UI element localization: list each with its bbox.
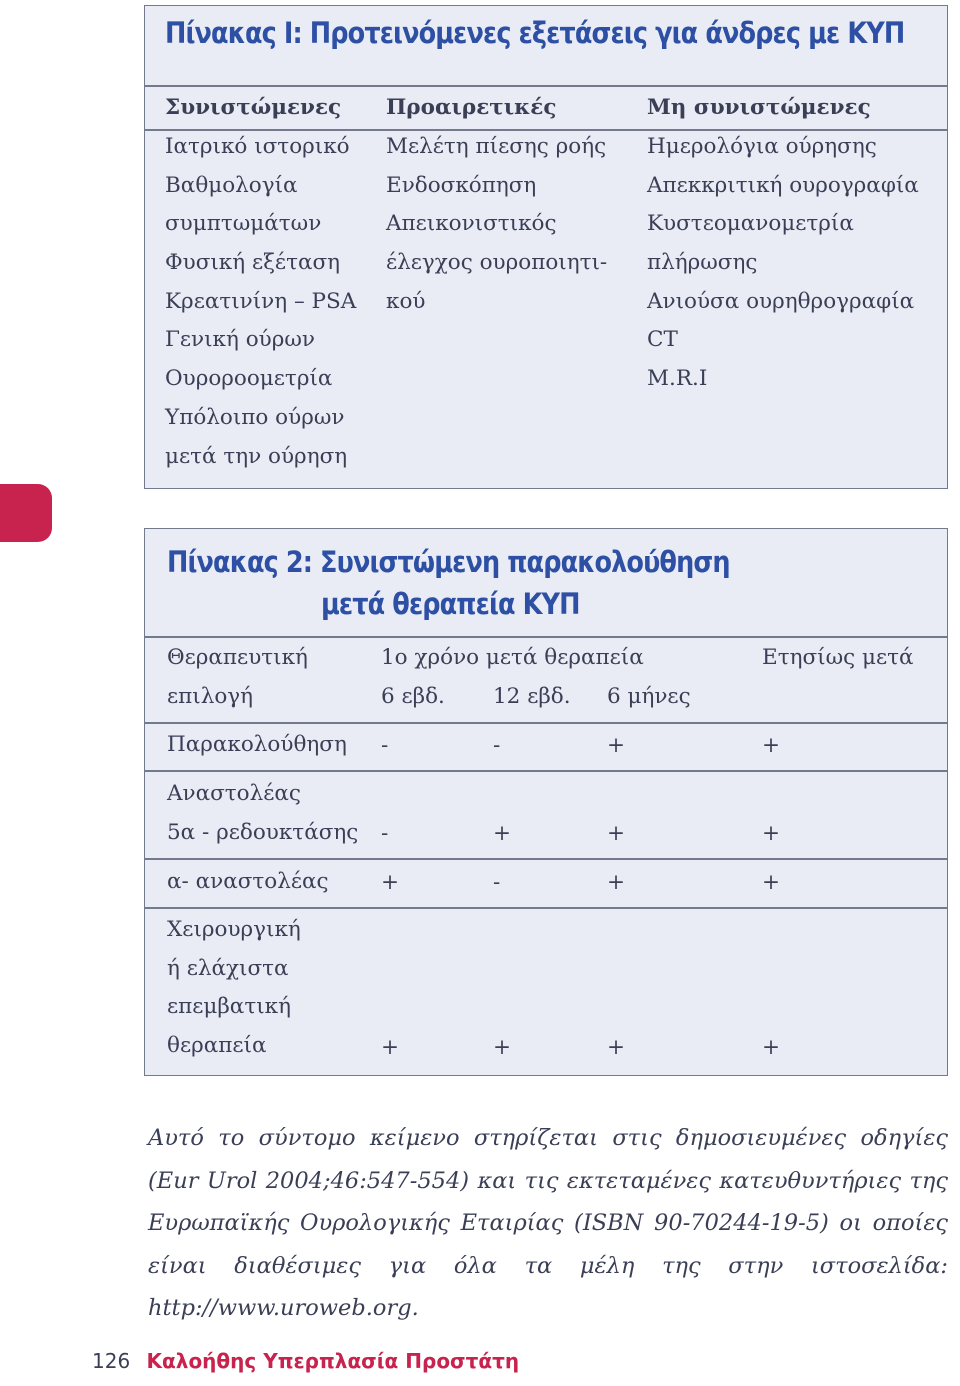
table1-box <box>144 5 948 489</box>
running-title: Καλοήθης Υπερπλασία Προστάτη <box>146 1349 520 1373</box>
row-divider <box>145 858 947 860</box>
source-note: Αυτό το σύντομο κείμενο στηρίζεται στις δημοσιευμένες οδηγίες (Eur Urol 2004;46:547-554) και τις εκτεταμένες κατευθυντήριες της Ευρωπαϊκής Ουρολογικής Εταιρίας (ISBN 90-70244-19-5) οι οποίες είναι διαθέσιμες για όλα τα μέλη της στην ιστοσελίδα: http://www.uroweb.org. <box>148 1125 948 1321</box>
table1-recommended-list <box>165 128 356 476</box>
list-item: Ανιούσα ουρηθρογραφία <box>647 288 915 314</box>
row-label-line: επεμβατική <box>167 994 291 1020</box>
table2-title-line1: Πίνακας 2: Συνιστώμενη παρακολούθηση <box>167 545 730 579</box>
table2-header-6m: 6 μήνες <box>607 684 691 709</box>
row-divider <box>145 722 947 724</box>
list-item: Ουροροομετρία <box>165 366 333 392</box>
table2-divider <box>145 636 947 638</box>
row-label-line: 5α - ρεδουκτάσης <box>167 819 359 845</box>
table1-title: Πίνακας Ι: Προτεινόμενες εξετάσεις για άνδρες με ΚΥΠ <box>165 16 905 50</box>
list-item: έλεγχος ουροποιητι- <box>386 250 608 276</box>
table-row-label: α- αναστολέας <box>167 869 329 894</box>
page-number: 126 <box>92 1349 131 1373</box>
list-item: Κρεατινίνη – PSA <box>165 288 357 314</box>
table-row-label <box>167 911 301 1066</box>
table1-optional-list <box>386 128 607 321</box>
row-label-line: θεραπεία <box>167 1033 267 1059</box>
list-item: Ενδοσκόπηση <box>386 172 537 198</box>
table-row-mark: + <box>381 870 400 895</box>
table2-header-annual: Ετησίως μετά <box>762 645 914 670</box>
table-row-mark: + <box>762 870 781 895</box>
list-item: συμπτωμάτων <box>165 211 322 237</box>
table-row-mark: + <box>607 821 626 846</box>
table2-header-option <box>167 639 308 716</box>
list-item: Ιατρικό ιστορικό <box>165 134 350 159</box>
table2-header-first-year: 1ο χρόνο μετά θεραπεία <box>381 645 644 670</box>
list-item: Φυσική εξέταση <box>165 250 341 276</box>
header-option-line: επιλογή <box>167 683 253 709</box>
table-row-mark: + <box>381 1035 400 1060</box>
list-item: Υπόλοιπο ούρων <box>165 404 345 430</box>
table-row-mark: + <box>493 821 512 846</box>
header-option-line: Θεραπευτική <box>167 645 308 670</box>
table1-header-not-recommended: Μη συνιστώμενες <box>647 95 871 120</box>
list-item: μετά την ούρηση <box>165 443 348 469</box>
table-row-mark: - <box>381 733 389 758</box>
table2-title-line2: μετά θεραπεία ΚΥΠ <box>321 587 580 621</box>
list-item: Κυστεομανομετρία <box>647 211 854 237</box>
list-item: Μελέτη πίεσης ροής <box>386 134 607 159</box>
row-divider <box>145 907 947 909</box>
list-item: Βαθμολογία <box>165 172 298 198</box>
table-row-label: Παρακολούθηση <box>167 732 347 757</box>
row-label-line: ή ελάχιστα <box>167 955 289 981</box>
row-label-line: Χειρουργική <box>167 917 301 942</box>
table-row-mark: + <box>762 1035 781 1060</box>
list-item: Ημερολόγια ούρησης <box>647 134 877 159</box>
table-row-mark: + <box>607 733 626 758</box>
table-row-mark: + <box>762 733 781 758</box>
table1-divider <box>145 85 947 87</box>
list-item: κού <box>386 288 426 314</box>
table-row-mark: + <box>607 870 626 895</box>
list-item: M.R.I <box>647 366 708 392</box>
table-row-mark: + <box>762 821 781 846</box>
list-item: Απεικονιστικός <box>386 211 557 237</box>
list-item: Γενική ούρων <box>165 327 315 353</box>
table-row-mark: + <box>607 1035 626 1060</box>
list-item: CT <box>647 327 678 353</box>
table-row-mark: - <box>381 821 389 846</box>
table1-not-recommended-list <box>647 128 919 399</box>
table-row-label <box>167 775 358 852</box>
page-footer <box>92 1349 519 1373</box>
table1-header-recommended: Συνιστώμενες <box>165 95 342 120</box>
table1-header-optional: Προαιρετικές <box>386 95 557 120</box>
row-label-line: Αναστολέας <box>167 781 301 806</box>
list-item: Απεκκριτική ουρογραφία <box>647 172 919 198</box>
section-tab-marker <box>0 484 52 542</box>
table2-header-12w: 12 εβδ. <box>493 684 571 709</box>
table-row-mark: - <box>493 733 501 758</box>
list-item: πλήρωσης <box>647 250 758 276</box>
table2-header-6w: 6 εβδ. <box>381 684 445 709</box>
table-row-mark: - <box>493 870 501 895</box>
row-divider <box>145 770 947 772</box>
table-row-mark: + <box>493 1035 512 1060</box>
table2-box <box>144 528 948 1076</box>
